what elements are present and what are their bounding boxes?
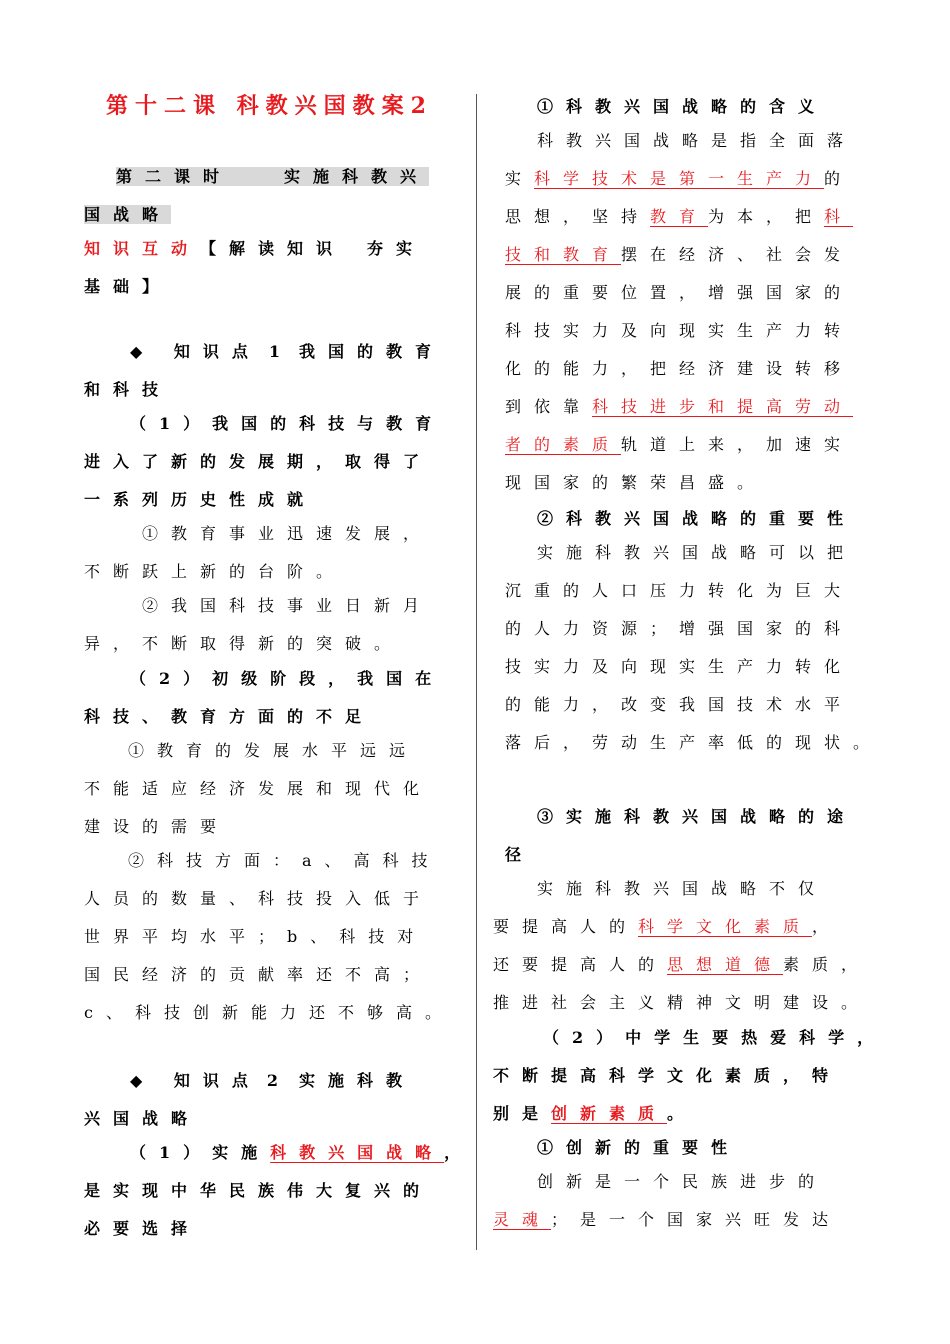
para1-line3: 一系列历史性成就: [84, 490, 317, 509]
para1-line2: 进入了新的发展期，取得了: [84, 452, 433, 471]
students-line2: 不断提高科学文化素质，特: [493, 1066, 842, 1085]
importance-line5: 的能力，改变我国技术水平: [505, 695, 854, 714]
session-heading: [116, 167, 429, 187]
diamond-bullet-icon: ◆: [130, 342, 156, 361]
meaning-line6: 科技实力及向现实生产力转: [505, 321, 854, 340]
keyword-education: 教育: [650, 207, 709, 226]
text-span: 到依靠: [505, 397, 593, 416]
importance-line4: 技实力及向现实生产力转化: [505, 657, 854, 676]
students-line1: （2）中学生要热爱科学，: [543, 1028, 887, 1047]
keyword-innovation: 创新素质: [551, 1104, 668, 1123]
text-span: ；是一个国家兴旺发达: [551, 1210, 842, 1229]
keyword-soul: 灵魂: [493, 1210, 552, 1229]
importance-line3: 的人力资源；增强国家的科: [505, 619, 854, 638]
meaning-line1: 科教兴国战略是指全面落: [537, 131, 857, 150]
knowledge-interaction-sub2: 夯实: [367, 239, 426, 258]
kp1-title: 我国的教育: [299, 342, 445, 361]
session-topic: 实施科教兴: [232, 167, 429, 186]
text-span: 。: [667, 1104, 697, 1123]
kp2-label: 知识点: [173, 1071, 261, 1090]
knowledge-interaction-sub: 【解读知识: [200, 239, 346, 258]
para2-item2-line1: ②科技方面：a、高科技: [128, 851, 441, 870]
keyword-sci-edu-start: 科: [824, 207, 854, 226]
approach-line2: [493, 917, 841, 937]
knowledge-interaction-label: 知识互动: [84, 239, 201, 258]
text-span: 别是: [493, 1104, 552, 1123]
text-span: 为本，把: [708, 207, 825, 226]
session-label: 第二课时: [116, 167, 233, 186]
approach-heading-cont: 径: [505, 845, 535, 864]
text-span: 素质，: [783, 955, 871, 974]
page-title: 第十二课 科教兴国教案2: [106, 93, 433, 119]
keyword-strategy: 科教兴国战略: [270, 1143, 445, 1162]
para2-line1: （2）初级阶段，我国在: [130, 669, 445, 688]
session-heading-cont: [84, 205, 171, 225]
para2-item2-line2: 人员的数量、科技投入低于: [84, 889, 433, 908]
kp2-title: 实施科教: [299, 1071, 416, 1090]
text-span: 思想，坚持: [505, 207, 651, 226]
para2-item1-line1: ①教育的发展水平远远: [128, 741, 419, 760]
keyword-progress: 科技进步和提高劳动: [592, 397, 854, 416]
kp1-heading: [130, 342, 444, 362]
kp1-number: 1: [268, 342, 294, 361]
para3-prefix: （1）实施: [130, 1143, 271, 1162]
meaning-line10: 现国家的繁荣昌盛。: [505, 473, 767, 492]
para3-line2: 是实现中华民族伟大复兴的: [84, 1181, 433, 1200]
knowledge-interaction-cont: 基础】: [84, 277, 172, 296]
importance-line1: 实施科教兴国战略可以把: [537, 543, 857, 562]
importance-heading: ②科教兴国战略的重要性: [537, 509, 857, 528]
innovation-line2: [493, 1210, 841, 1230]
meaning-line4: [505, 245, 853, 265]
approach-line4: 推进社会主义精神文明建设。: [493, 993, 871, 1012]
text-span: 摆在经济、社会发: [621, 245, 854, 264]
para3-suffix: ，: [444, 1143, 474, 1162]
para2-line2: 科技、教育方面的不足: [84, 707, 375, 726]
kp2-number: 2: [266, 1071, 292, 1090]
para2-item2-line4: 国民经济的贡献率还不高；: [84, 965, 433, 984]
importance-line2: 沉重的人口压力转化为巨大: [505, 581, 854, 600]
text-span: 的: [824, 169, 854, 188]
kp2-title-cont: 兴国战略: [84, 1109, 201, 1128]
keyword-morality: 思想道德: [667, 955, 784, 974]
knowledge-interaction-heading: [84, 239, 425, 259]
innovation-heading: ①创新的重要性: [537, 1138, 741, 1157]
para1-item1-line2: 不断跃上新的台阶。: [84, 562, 346, 581]
para3-line3: 必要选择: [84, 1219, 201, 1238]
keyword-science-culture: 科学文化素质: [638, 917, 813, 936]
text-span: 还要提高人的: [493, 955, 668, 974]
meaning-line5: 展的重要位置，增强国家的: [505, 283, 854, 302]
para1-item2-line1: ②我国科技事业日新月: [142, 596, 433, 615]
para2-item1-line2: 不能适应经济发展和现代化: [84, 779, 433, 798]
meaning-line7: 化的能力，把经济建设转移: [505, 359, 854, 378]
approach-line3: [493, 955, 870, 975]
para2-item1-line3: 建设的需要: [84, 817, 230, 836]
meaning-heading: ①科教兴国战略的含义: [537, 97, 828, 116]
diamond-bullet-icon: ◆: [130, 1071, 156, 1090]
keyword-quality: 者的素质: [505, 435, 622, 454]
students-line3: [493, 1104, 696, 1124]
text-span: 实: [505, 169, 535, 188]
importance-line6: 落后，劳动生产率低的现状。: [505, 733, 883, 752]
para1-line1: （1）我国的科技与教育: [130, 414, 445, 433]
meaning-line8: [505, 397, 853, 417]
para2-item2-line3: 世界平均水平；b、科技对: [84, 927, 427, 946]
session-topic-cont: 国战略: [84, 205, 172, 224]
approach-heading: ③实施科教兴国战略的途: [537, 807, 857, 826]
para2-item2-line5: c、科技创新能力还不够高。: [84, 1003, 454, 1022]
column-divider: [476, 94, 477, 1250]
approach-line1: 实施科教兴国战略不仅: [537, 879, 828, 898]
text-span: ，: [812, 917, 842, 936]
keyword-sci-edu-end: 技和教育: [505, 245, 622, 264]
kp2-heading: [130, 1071, 415, 1091]
meaning-line3: [505, 207, 853, 227]
text-span: 要提高人的: [493, 917, 639, 936]
meaning-line9: [505, 435, 853, 455]
kp1-label: 知识点: [173, 342, 261, 361]
keyword-productivity: 科学技术是第一生产力: [534, 169, 825, 188]
para1-item2-line2: 异，不断取得新的突破。: [84, 634, 404, 653]
kp1-title-cont: 和科技: [84, 380, 172, 399]
meaning-line2: [505, 169, 853, 189]
innovation-line1: 创新是一个民族进步的: [537, 1172, 828, 1191]
para3-line1: [130, 1143, 473, 1163]
text-span: 轨道上来，加速实: [621, 435, 854, 454]
para1-item1-line1: ①教育事业迅速发展，: [142, 524, 433, 543]
